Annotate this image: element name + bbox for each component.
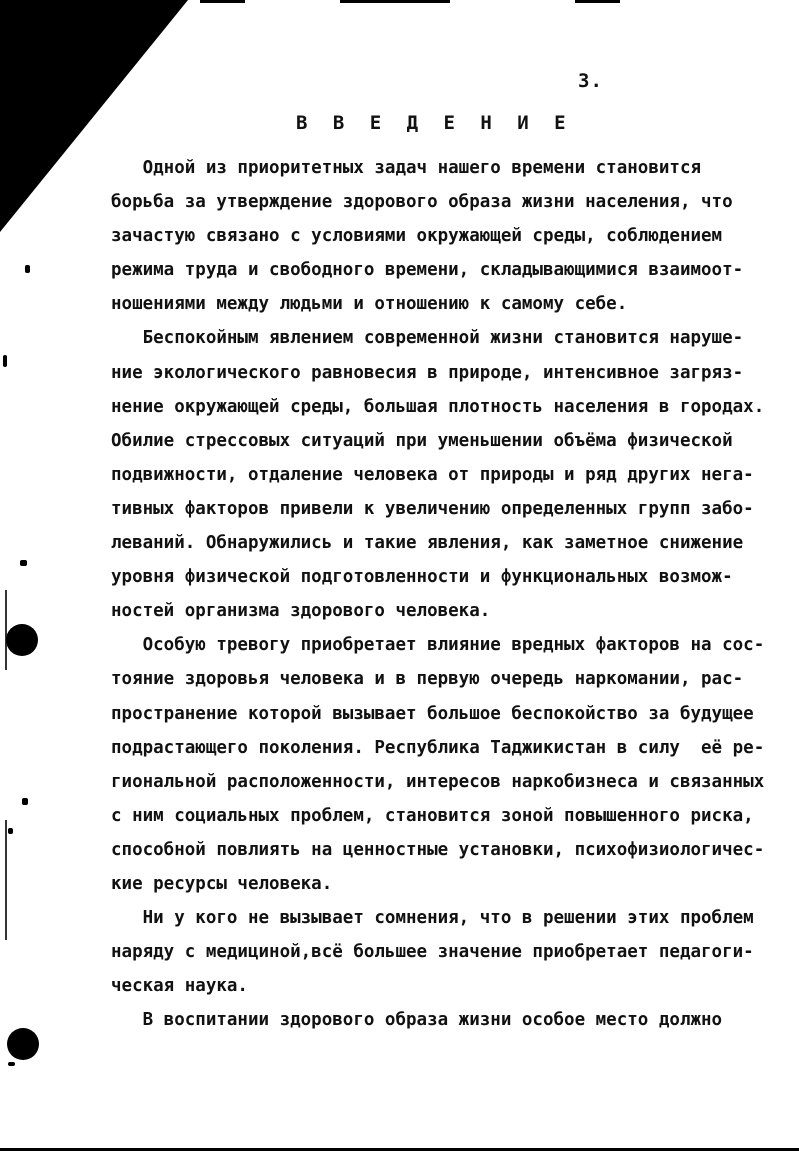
scan-top-mark <box>340 0 450 3</box>
text-line: борьба за утверждение здорового образа жизни населения, что <box>111 192 733 213</box>
scan-speck <box>8 828 13 834</box>
text-line: ческая наука. <box>111 976 248 997</box>
text-line: Ни у кого не вызывает сомнения, что в решении этих проблем <box>111 908 754 929</box>
page-number: 3. <box>578 70 603 92</box>
text-line: Одной из приоритетных задач нашего времени становится <box>111 158 702 178</box>
text-line: подрастающего поколения. Республика Таджикистан в силу её ре- <box>111 737 765 758</box>
text-line: леваний. Обнаружились и такие явления, как заметное снижение <box>111 533 744 554</box>
text-line: нение окружающей среды, большая плотность населения в городах. <box>111 396 765 417</box>
scan-left-edge-mark <box>5 820 7 940</box>
scan-top-mark <box>575 0 620 3</box>
text-line: Беспокойным явлением современной жизни становится наруше- <box>111 328 744 349</box>
text-line: В воспитании здорового образа жизни особое место должно <box>111 1010 723 1031</box>
text-line: пространение которой вызывает большое беспокойство за будущее <box>111 703 754 724</box>
text-line: подвижности, отдаление человека от природы и ряд других нега- <box>111 464 754 485</box>
text-line: ние экологического равновесия в природе, интенсивное загряз- <box>111 362 744 383</box>
text-line: ностей организма здорового человека. <box>111 601 491 622</box>
text-line: с ним социальных проблем, становится зоной повышенного риска, <box>111 805 754 826</box>
text-line: способной повлиять на ценностные установки, психофизиологичес- <box>111 839 765 860</box>
scan-speck <box>20 560 27 566</box>
text-line: уровня физической подготовленности и функциональных возмож- <box>111 567 733 588</box>
text-line: Особую тревогу приобретает влияние вредных факторов на сос- <box>111 635 765 656</box>
text-line: кие ресурсы человека. <box>111 873 333 894</box>
text-line: наряду с медициной,всё большее значение приобретает педагоги- <box>111 942 754 963</box>
text-line: зачастую связано с условиями окружающей среды, соблюдением <box>111 226 723 247</box>
text-line: ношениями между людьми и отношению к самому себе. <box>111 294 628 315</box>
scan-left-edge-mark <box>5 590 7 670</box>
scan-top-mark <box>200 0 245 3</box>
binder-hole <box>7 1028 39 1060</box>
section-heading: В В Е Д Е Н И Е <box>296 112 573 134</box>
scan-speck <box>3 355 7 367</box>
scan-speck <box>25 265 30 273</box>
text-line: гиональной расположенности, интересов наркобизнеса и связанных <box>111 771 765 792</box>
binder-hole <box>6 624 38 656</box>
text-line: тивных факторов привели к увеличению определенных групп забо- <box>111 498 754 519</box>
text-line: тояние здоровья человека и в первую очередь наркомании, рас- <box>111 669 744 690</box>
scan-speck <box>8 1062 15 1066</box>
scan-speck <box>22 798 28 805</box>
text-line: режима труда и свободного времени, складывающимися взаимоот- <box>111 260 744 281</box>
scan-bottom-edge <box>0 1148 799 1151</box>
body-text <box>111 151 771 1037</box>
text-line: Обилие стрессовых ситуаций при уменьшении объёма физической <box>111 430 733 451</box>
